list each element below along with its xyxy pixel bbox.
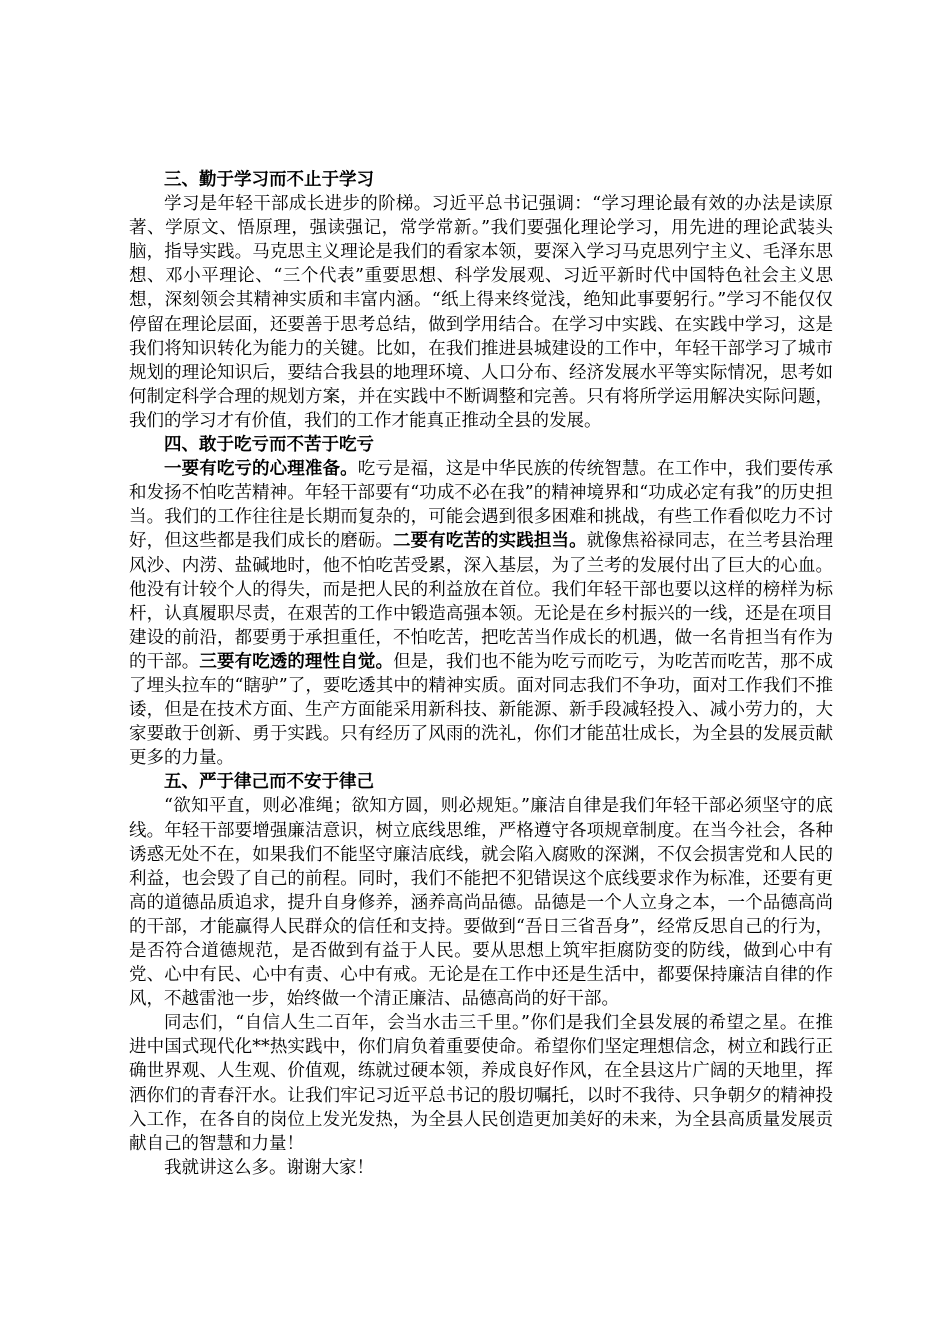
point-1-lead: 一要有吃亏的心理准备。 <box>164 459 358 480</box>
point-3-lead: 三要有吃透的理性自觉。 <box>199 651 394 672</box>
point-3-text: 但是，我们也不能为吃亏而吃亏，为吃苦而吃苦，那不成了埋头拉车的“瞎驴”了，要吃透其中的精神实质。面对同志我们不争功，面对工作我们不推诿，但是在技术方面、生产方面能采用新科技、新能源、新手段减轻投入、减小劳力的，大家要敢于创新、勇于实践。只有经历了风雨的洗礼，你们才能茁壮成长，为全县的发展贡献更多的力量。 <box>129 651 834 769</box>
point-2-text: 就像焦裕禄同志，在兰考县治理风沙、内涝、盐碱地时，他不怕吃苦受累，深入基层，为了兰考的发展付出了巨大的心血。他没有计较个人的得失，而是把人民的利益放在首位。我们年轻干部也要以这样的榜样为标杆，认真履职尽责，在艰苦的工作中锻造高强本领。无论是在乡村振兴的一线，还是在项目建设的前沿，都要勇于承担重任，不怕吃苦，把吃苦当作成长的机遇，做一名肯担当有作为的干部。 <box>129 531 834 672</box>
document-page <box>129 168 833 1180</box>
section-3-paragraph: 学习是年轻干部成长进步的阶梯。习近平总书记强调：“学习理论最有效的办法是读原著、学原文、悟原理，强读强记，常学常新。”我们要强化理论学习，用先进的理论武装头脑，指导实践。马克思主义理论是我们的看家本领，要深入学习马克思列宁主义、毛泽东思想、邓小平理论、“三个代表”重要思想、科学发展观、习近平新时代中国特色社会主义思想，深刻领会其精神实质和丰富内涵。“纸上得来终觉浅，绝知此事要躬行。”学习不能仅仅停留在理论层面，还要善于思考总结，做到学用结合。在学习中实践、在实践中学习，这是我们将知识转化为能力的关键。比如，在我们推进县城建设的工作中，年轻干部学习了城市规划的理论知识后，要结合我县的地理环境、人口分布、经济发展水平等实际情况，思考如何制定科学合理的规划方案，并在实践中不断调整和完善。只有将所学运用解决实际问题，我们的学习才有价值，我们的工作才能真正推动全县的发展。 <box>129 194 833 431</box>
section-4-paragraph <box>129 457 833 770</box>
point-2-lead: 二要有吃苦的实践担当。 <box>393 531 587 552</box>
point-1-text: 吃亏是福，这是中华民族的传统智慧。在工作中，我们要传承和发扬不怕吃苦精神。年轻干部要有“功成不必在我”的精神境界和“功成必定有我”的历史担当。我们的工作往往是长期而复杂的，可能会遇到很多困难和挑战，有些工作看似吃力不讨好，但这些都是我们成长的磨砺。 <box>129 459 834 552</box>
section-5-paragraph: “欲知平直，则必准绳；欲知方圆，则必规矩。”廉洁自律是我们年轻干部必须坚守的底线。年轻干部要增强廉洁意识，树立底线思维，严格遵守各项规章制度。在当今社会，各种诱惑无处不在，如果我们不能坚守廉洁底线，就会陷入腐败的深渊，不仅会损害党和人民的利益，也会毁了自己的前程。同时，我们不能把不犯错误这个底线要求作为标准，还要有更高的道德品质追求，提升自身修养，涵养高尚品德。品德是一个人立身之本，一个品德高尚的干部，才能赢得人民群众的信任和支持。要做到“吾日三省吾身”，经常反思自己的行为，是否符合道德规范，是否做到有益于人民。要从思想上筑牢拒腐防变的防线，做到心中有党、心中有民、心中有责、心中有戒。无论是在工作中还是生活中，都要保持廉洁自律的作风，不越雷池一步，始终做一个清正廉洁、品德高尚的好干部。 <box>129 796 833 1010</box>
section-4-heading: 四、敢于吃亏而不苦于吃亏 <box>164 435 374 456</box>
closing-thanks: 我就讲这么多。谢谢大家！ <box>164 1157 374 1178</box>
closing-paragraph: 同志们，“自信人生二百年，会当水击三千里。”你们是我们全县发展的希望之星。在推进中国式现代化**热实践中，你们肩负着重要使命。希望你们坚定理想信念，树立和践行正确世界观、人生观、价值观，练就过硬本领，养成良好作风，在全县这片广阔的天地里，挥洒你们的青春汗水。让我们牢记习近平总书记的殷切嘱托，以时不我待、只争朝夕的精神投入工作，在各自的岗位上发光发热，为全县人民创造更加美好的未来，为全县高质量发展贡献自己的智慧和力量！ <box>129 1013 833 1154</box>
section-5-heading: 五、严于律己而不安于律己 <box>164 772 374 793</box>
section-3-heading: 三、勤于学习而不止于学习 <box>164 170 374 190</box>
